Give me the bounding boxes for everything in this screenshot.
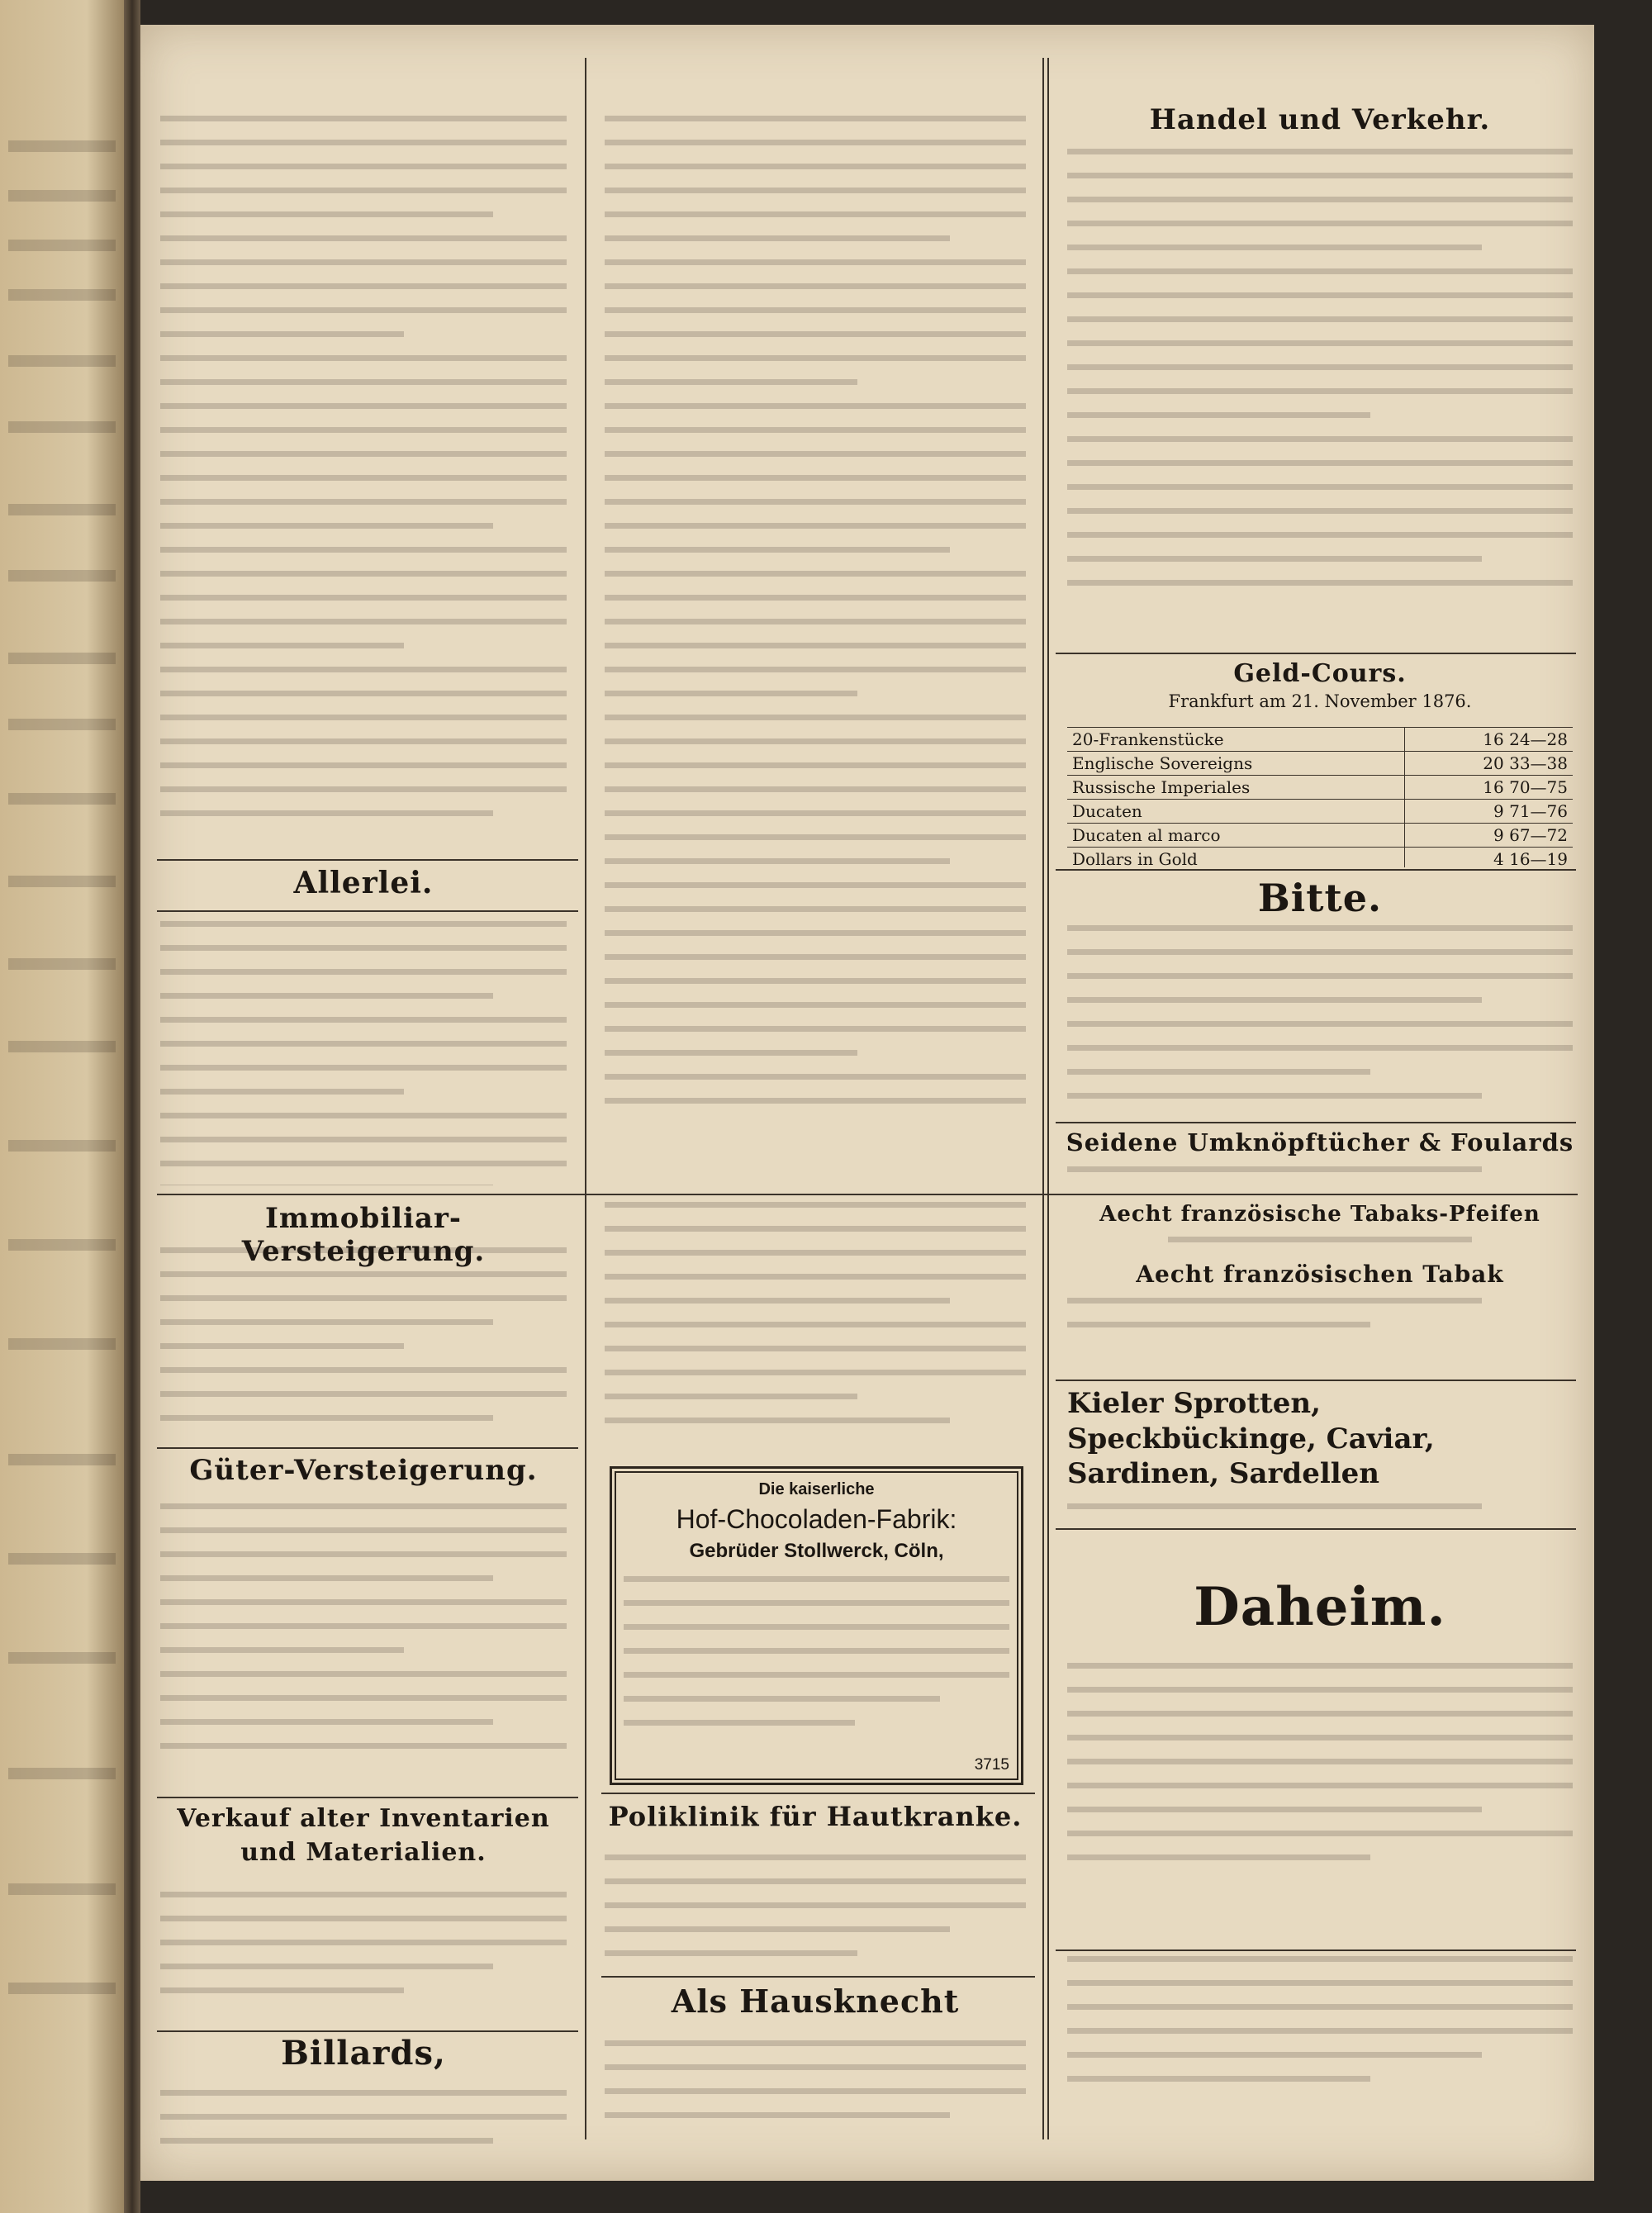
geldkurs-row: [1067, 848, 1573, 868]
section-rule: [157, 1194, 1578, 1195]
geldkurs-currency: Ducaten al marco: [1067, 824, 1404, 848]
kieler-advertisement: [1056, 1386, 1584, 1518]
billards-heading: Billards,: [281, 2034, 446, 2073]
geldkurs-currency: Englische Sovereigns: [1067, 752, 1404, 776]
bitte-heading-box: [1056, 876, 1584, 925]
geldkurs-row: [1067, 776, 1573, 800]
allerlei-heading: Allerlei.: [293, 866, 434, 900]
section-rule: [1056, 1949, 1576, 1951]
section-rule: [1056, 869, 1576, 871]
adjacent-page-edge: [0, 0, 124, 2213]
geldkurs-value: 9 71—76: [1404, 800, 1573, 824]
stollwerck-line2: Hof-Chocoladen-Fabrik:: [676, 1504, 957, 1534]
geldkurs-heading: Geld-Cours.: [1233, 659, 1407, 688]
geldkurs-value: 20 33—38: [1404, 752, 1573, 776]
geldkurs-row: [1067, 728, 1573, 752]
geldkurs-table-box: [1056, 727, 1584, 867]
verkauf-heading-box: [149, 1802, 578, 1893]
hausknecht-heading-box: [593, 1983, 1037, 2040]
tabak-advertisement: [1056, 1202, 1584, 1375]
news-column-2: [593, 116, 1037, 1185]
geldkurs-value: 16 24—28: [1404, 728, 1573, 752]
geldkurs-currency: Dollars in Gold: [1067, 848, 1404, 868]
allerlei-heading-box: [149, 866, 578, 915]
handel-heading: Handel und Verkehr.: [1149, 103, 1491, 136]
column-rule: [1042, 58, 1044, 2139]
poliklinik-heading: Poliklinik für Hautkranke.: [608, 1801, 1023, 1832]
seidene-box: [1056, 1128, 1584, 1190]
section-rule: [157, 859, 578, 861]
newspaper-page: [140, 25, 1594, 2181]
section-rule: [1056, 1380, 1576, 1381]
section-rule: [601, 1976, 1035, 1978]
billards-text: [149, 2090, 578, 2173]
section-rule: [157, 1447, 578, 1449]
geldkurs-currency: Ducaten: [1067, 800, 1404, 824]
seidene-heading: Seidene Umknöpftücher & Foulards: [1066, 1128, 1574, 1156]
news-column-1: [149, 116, 578, 859]
hausknecht-heading: Als Hausknecht: [671, 1983, 960, 2020]
section-rule: [1056, 653, 1576, 654]
allerlei-text: [149, 921, 578, 1185]
bitte-heading: Bitte.: [1257, 876, 1383, 920]
verkauf-text: [149, 1892, 578, 2028]
bierbrauerei-notice: [1056, 1956, 1584, 2154]
section-rule: [157, 1797, 578, 1798]
geldkurs-currency: 20-Frankenstücke: [1067, 728, 1404, 752]
geldkurs-value: 9 67—72: [1404, 824, 1573, 848]
gueter-heading: Güter-Versteigerung.: [189, 1454, 538, 1487]
geldkurs-subheading: Frankfurt am 21. November 1876.: [1168, 691, 1472, 711]
geldkurs-value: 4 16—19: [1404, 848, 1573, 868]
gueter-text: [149, 1503, 578, 1793]
stollwerck-advertisement: [610, 1466, 1023, 1785]
geldkurs-row: [1067, 800, 1573, 824]
geldkurs-heading-box: [1056, 659, 1584, 734]
column-rule: [585, 58, 586, 2139]
daheim-heading: Daheim.: [1194, 1576, 1446, 1638]
geldkurs-row: [1067, 752, 1573, 776]
book-spine: [124, 0, 140, 2213]
stollwerck-line1: Die kaiserliche: [758, 1480, 875, 1498]
geldkurs-value: 16 70—75: [1404, 776, 1573, 800]
hausknecht-text: [593, 2040, 1037, 2156]
kieler-heading: Kieler Sprotten, Speckbückinge, Caviar, Sardinen, Sardellen: [1067, 1387, 1435, 1490]
tabak-line1: Aecht französische Tabaks-Pfeifen: [1099, 1202, 1540, 1227]
daheim-advertisement: [1056, 1535, 1584, 1948]
section-rule: [157, 910, 578, 912]
poliklinik-heading-box: [593, 1801, 1037, 1859]
verkauf-heading: Verkauf alter Inventarien und Materialien.: [177, 1804, 550, 1867]
section-rule: [601, 1793, 1035, 1794]
handel-text: [1056, 149, 1584, 653]
billards-heading-box: [149, 2034, 578, 2092]
geldkurs-table: [1067, 727, 1573, 867]
immobiliar-heading: Immobiliar-Versteigerung.: [241, 1202, 486, 1268]
section-rule: [157, 2030, 578, 2032]
stollwerck-number: 3715: [974, 1756, 1009, 1774]
kaufbrief-notice: [593, 1202, 1037, 1458]
column-rule: [1047, 58, 1049, 2139]
geldkurs-currency: Russische Imperiales: [1067, 776, 1404, 800]
tabak-line2: Aecht französischen Tabak: [1136, 1261, 1504, 1288]
geldkurs-row: [1067, 824, 1573, 848]
bitte-text: [1056, 925, 1584, 1119]
immobiliar-text: [149, 1247, 578, 1446]
poliklinik-text: [593, 1854, 1037, 1974]
kieler-footer: [1056, 1503, 1584, 1528]
stollwerck-line3: Gebrüder Stollwerck, Cöln,: [689, 1540, 944, 1562]
section-rule: [1056, 1528, 1576, 1530]
section-rule: [1056, 1122, 1576, 1123]
